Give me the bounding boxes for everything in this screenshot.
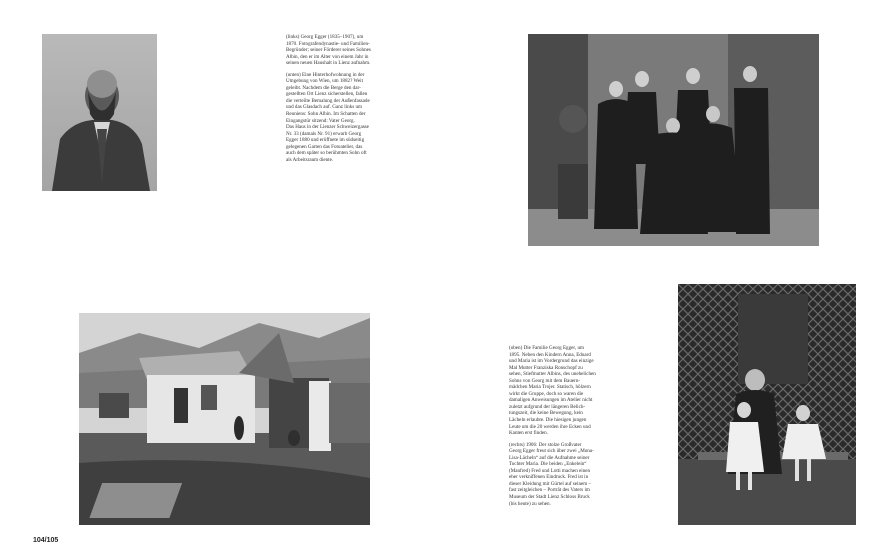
house-image (79, 313, 370, 525)
page-number: 104/105 (33, 537, 59, 544)
portrait-image (42, 34, 157, 191)
caption-left-portrait: (links) Georg Egger (1835–1907), um 1870. Fotografendynastie- und Familien- Begründer; seiner Förderer seines Sohnes Albin, den er im Alter von einem Jahr in seinen neuen Haushalt in Lienz aufnahm. (286, 34, 371, 67)
grandfather-children-image (678, 284, 856, 525)
caption-right-grandfather: (rechts) 1906: Der stolze Großvater Georg Egger freut sich über zwei „Mona- Lisa-Lächeln“ auf die Aufnahme seiner Tochter Maria. Die beiden „Enkelein“ (Manfred) Fred und Lotti machen einen eher verkniffenen Eindruck. Fred ist in dieser Kleidung mit Gürtel auf seinem – fast zeitgleichen – Porträt des Vaters im Museum der Stadt Lienz Schloss Bruck (bis heute) zu sehen. (509, 441, 594, 507)
family-group-photo (528, 34, 819, 246)
caption-right (509, 345, 627, 512)
caption-left-house: (unten) Eine Hinterhofwohnung in der Umgebung von Wien, um 1882? Weit geleibt. Nachdem die Berge den dar- gestellten Ort Lienz sicherstellen, fallen die verteilte Bemalung der Außenfassade und das Glasdach auf. Ganz links um Reuniens: Sohn Albin. Im Schatten der Eingangstür sitzend: Vater Georg. Das Haus in der Lienzer Schweizergasse Nr. 33 (damals Nr. 91) erwarb Georg Egger 1880 und eröffnete im südseitig gelegenen Garten das Fotoatelier, das auch dem später so berühmten Sohn oft als Arbeitsraum diente. (286, 71, 370, 163)
family-group-image (528, 34, 819, 246)
caption-left (286, 34, 404, 168)
caption-right-family: (oben) Die Familie Georg Egger, um 1895. Neben den Kindern Anna, Eduard und Maria ist im Vordergrund das einzige Mal Mutter Franziska Ronschopf zu sehen, Stiefmutter Albins, des unehelichen Sohns von Georg mit dem Bauern- mädchen Maria Trojer. Statisch, hölzern wirkt die Gruppe, doch so waren die damaligen Anweisungen im Atelier nicht zuletzt aufgrund der längeren Belich- tungszeit, die keine Bewegung, kein Lächeln erlaubte. Die hiesigen jungen Leute um die 20 werden ihre Ecken und Kanten erst finden. (509, 345, 596, 437)
grandfather-children-photo (678, 284, 856, 525)
portrait-photo (42, 34, 157, 191)
house-photo (79, 313, 370, 525)
